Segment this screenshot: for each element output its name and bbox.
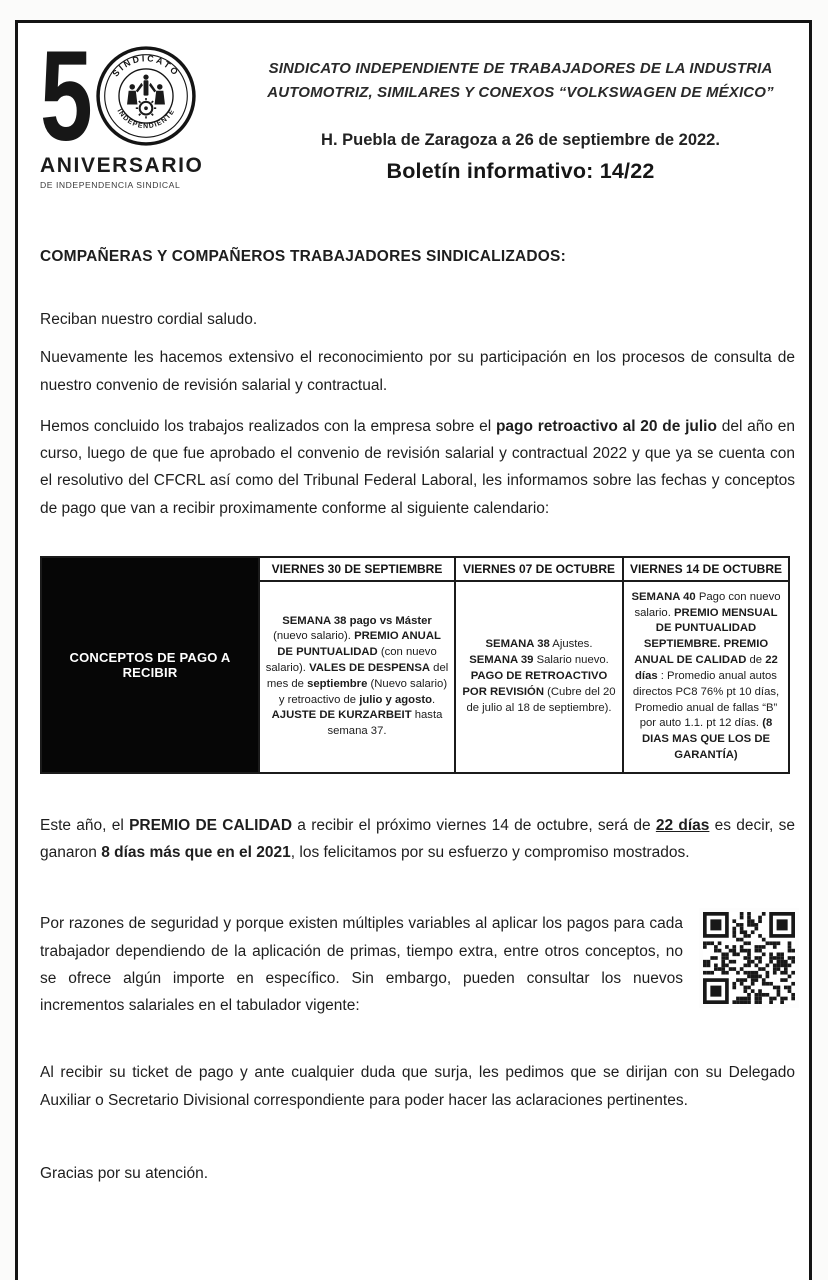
paragraph-quality-award: Este año, el PREMIO DE CALIDAD a recibir el próximo viernes 14 de octubre, será de 22 días es decir, se ganaron 8 días más que en el 2021, los felicitamos por su esfuerzo y compromiso mostrados. bbox=[40, 816, 795, 862]
union-seal-icon bbox=[95, 45, 197, 147]
paragraph-security: Por razones de seguridad y porque existen múltiples variables al aplicar los pagos para cada trabajador dependiendo de la aplicación de primas, tiempo extra, entre otros conceptos, no se ofrece algún importe en específico. Sin embargo, pueden consultar los nuevos incrementos salariales en el tabulador vigente: bbox=[40, 915, 683, 1015]
salutation-heading: COMPAÑERAS Y COMPAÑEROS TRABAJADORES SINDICALIZADOS: bbox=[40, 248, 566, 265]
logo-anniversary-label: ANIVERSARIO bbox=[40, 154, 204, 177]
organization-name-line1: SINDICATO INDEPENDIENTE DE TRABAJADORES DE LA INDUSTRIA bbox=[268, 60, 773, 77]
security-paragraph-with-qr bbox=[40, 910, 795, 1019]
bulletin-page bbox=[15, 20, 812, 1280]
table-header-row bbox=[41, 557, 789, 581]
paragraph-thanks: Gracias por su atención. bbox=[40, 1164, 209, 1182]
qr-code-icon bbox=[703, 912, 795, 1004]
table-cell-oct14: SEMANA 40 Pago con nuevo salario. PREMIO MENSUAL DE PUNTUALIDAD SEPTIEMBRE. PREMIO ANUAL DE CALIDAD de 22 días : Promedio anual autos directos PC8 76% pt 10 días, Promedio anual de fallas “B” por auto 1.1. pt 12 días. (8 DIAS MAS QUE LOS DE GARANTÍA) bbox=[623, 581, 789, 773]
masthead-text bbox=[212, 45, 795, 184]
paragraph-greeting: Reciban nuestro cordial saludo. bbox=[40, 311, 258, 328]
table-col-header-sep30: VIERNES 30 DE SEPTIEMBRE bbox=[259, 557, 455, 581]
organization-name-line2: AUTOMOTRIZ, SIMILARES Y CONEXOS “VOLKSWAGEN DE MÉXICO” bbox=[267, 84, 774, 101]
logo-number-5: 5 bbox=[40, 25, 90, 169]
logo-tagline: DE INDEPENDENCIA SINDICAL bbox=[40, 180, 181, 190]
masthead bbox=[40, 23, 795, 190]
svg-text:INDEPENDIENTE: INDEPENDIENTE bbox=[115, 107, 177, 131]
table-cell-sep30: SEMANA 38 pago vs Máster (nuevo salario). PREMIO ANUAL DE PUNTUALIDAD (con nuevo salario). VALES DE DESPENSA del mes de septiembre (Nuevo salario) y retroactivo de julio y agosto. AJUSTE DE KURZARBEIT hasta semana 37. bbox=[259, 581, 455, 773]
union-50th-anniversary-logo bbox=[40, 25, 212, 190]
seal-workers-emblem bbox=[127, 74, 165, 118]
dateline: H. Puebla de Zaragoza a 26 de septiembre de 2022. bbox=[321, 131, 720, 149]
svg-text:SINDICATO: SINDICATO bbox=[110, 53, 182, 79]
table-col-header-oct14: VIERNES 14 DE OCTUBRE bbox=[623, 557, 789, 581]
paragraph-ticket-instructions: Al recibir su ticket de pago y ante cualquier duda que surja, les pedimos que se dirijan con su Delegado Auxiliar o Secretario Divisional correspondiente para poder hacer las aclaraciones pertinentes. bbox=[40, 1064, 795, 1109]
organization-name bbox=[246, 45, 795, 105]
payment-calendar-table bbox=[40, 556, 790, 774]
table-row-header-conceptos: CONCEPTOS DE PAGO A RECIBIR bbox=[41, 557, 259, 773]
bulletin-title: Boletín informativo: 14/22 bbox=[386, 159, 655, 183]
table-cell-oct07: SEMANA 38 Ajustes. SEMANA 39 Salario nuevo. PAGO DE RETROACTIVO POR REVISIÓN (Cubre del 20 de julio al 18 de septiembre). bbox=[455, 581, 623, 773]
paragraph-recognition: Nuevamente les hacemos extensivo el reconocimiento por su participación en los procesos de consulta de nuestro convenio de revisión salarial y contractual. bbox=[40, 349, 795, 394]
table-col-header-oct07: VIERNES 07 DE OCTUBRE bbox=[455, 557, 623, 581]
qr-code bbox=[703, 912, 795, 1004]
paragraph-retroactive-pay: Hemos concluido los trabajos realizados con la empresa sobre el pago retroactivo al 20 de julio del año en curso, luego de que fue aprobado el convenio de revisión salarial y contractual 2022 y que ya se cuenta con el resolutivo del CFCRL así como del Tribunal Federal Laboral, les informamos sobre las fechas y conceptos de pago que van a recibir proximamente conforme al siguiente calendario: bbox=[40, 417, 795, 517]
